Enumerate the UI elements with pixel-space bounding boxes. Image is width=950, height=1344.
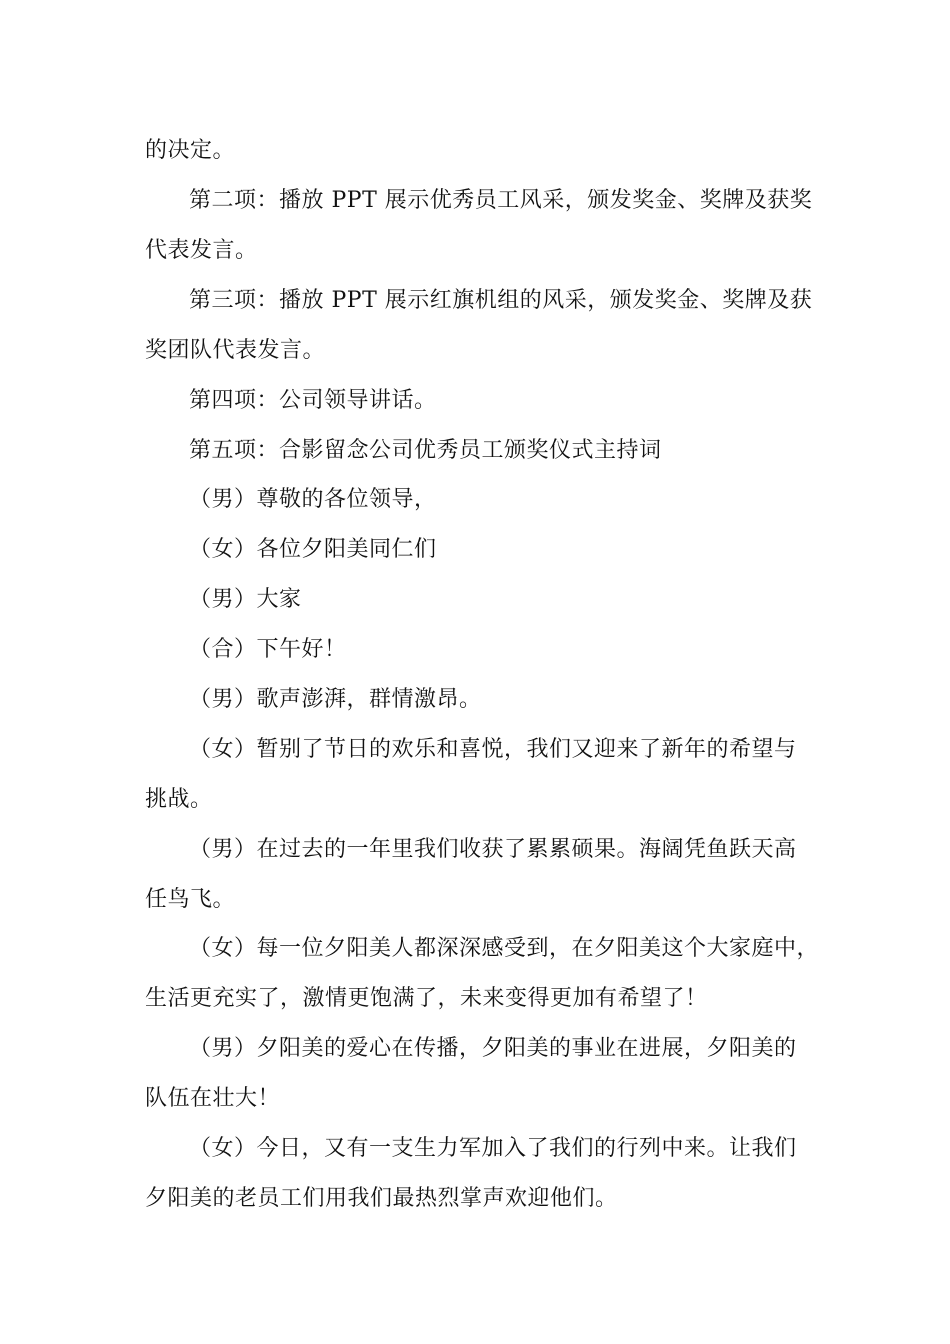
text-line: （男）在过去的一年里我们收获了累累硕果。海阔凭鱼跃天高 — [189, 837, 797, 862]
text-line: 夕阳美的老员工们用我们最热烈掌声欢迎他们。 — [145, 1186, 618, 1211]
text-line: （女）暂别了节日的欢乐和喜悦，我们又迎来了新年的希望与 — [189, 737, 797, 762]
text-line: （男）大家 — [189, 587, 302, 612]
text-line: 代表发言。 — [145, 238, 258, 263]
text-line: 奖团队代表发言。 — [145, 338, 326, 363]
text-line: （男）尊敬的各位领导， — [189, 487, 437, 512]
text-line: （女）每一位夕阳美人都深深感受到，在夕阳美这个大家庭中， — [189, 936, 820, 961]
text-line: 的决定。 — [145, 138, 236, 163]
text-line: （合）下午好！ — [189, 637, 347, 662]
text-line: （女）各位夕阳美同仁们 — [189, 537, 437, 562]
text-line: 第五项：合影留念公司优秀员工颁奖仪式主持词 — [189, 438, 662, 463]
text-line: 挑战。 — [145, 787, 213, 812]
text-line: 第二项：播放 PPT 展示优秀员工风采，颁发奖金、奖牌及获奖 — [189, 188, 813, 213]
text-line: 队伍在壮大！ — [145, 1086, 281, 1111]
text-line: （男）歌声澎湃，群情激昂。 — [189, 687, 482, 712]
text-line: 生活更充实了，激情更饱满了，未来变得更加有希望了！ — [145, 986, 708, 1011]
text-line: （女）今日，又有一支生力军加入了我们的行列中来。让我们 — [189, 1136, 797, 1161]
text-line: 第三项：播放 PPT 展示红旗机组的风采，颁发奖金、奖牌及获 — [189, 288, 813, 313]
text-line: 第四项：公司领导讲话。 — [189, 388, 437, 413]
text-line: （男）夕阳美的爱心在传播，夕阳美的事业在进展，夕阳美的 — [189, 1036, 797, 1061]
text-line: 任鸟飞。 — [145, 887, 236, 912]
